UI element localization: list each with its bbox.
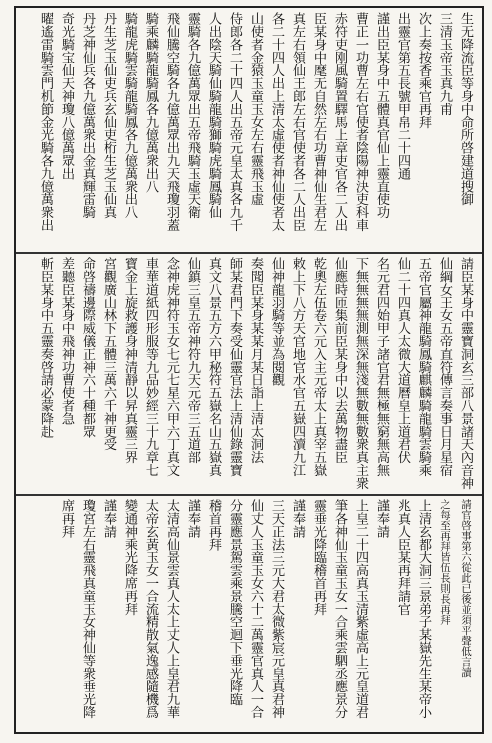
text-column: 靈垂光降臨稽首再拜: [311, 499, 326, 616]
text-column: 瓊宮左右靈飛真童玉女神仙等衆垂光降: [80, 499, 95, 719]
text-column: 飛仙騰空騎各九億萬眾出九天飛瓊羽蓋: [164, 12, 179, 232]
text-column: 上清玄都大洞三景弟子某嶽先生某帝小: [416, 499, 431, 719]
text-column: 侍郎各二十四人出五帝元皇太真各九千: [227, 12, 242, 232]
text-column: 曹正一功曹左右官使者陰陽神決吏科車: [353, 12, 368, 232]
text-column: 生无降流臣等身中命所啓建道搜御: [458, 12, 473, 206]
text-column: 太清高仙景雲真人太上丈人上皇君九華: [164, 499, 179, 719]
text-column: 上皇二十四高真玉清紫虛高上元皇道君: [353, 499, 368, 719]
text-column: 念神虎神符玉女七元七星六甲六丁真文: [164, 257, 179, 477]
text-column: 騎龍虎騎雲騎龍騎鳳各九億萬衆出八: [122, 12, 137, 219]
text-column: 臣某身中麾无自然左右功曹神仙生君左: [311, 12, 326, 232]
text-column: 仙應時匝集前臣某身中以去萬物盡臣: [332, 257, 347, 464]
text-column: 丹芝神仙兵各九億萬衆出金真輝雷騎: [80, 12, 95, 219]
top-register: [16, 8, 482, 253]
text-column: 五帝官屬神龍騎鳳騎麒麟騎龍騎雲騎乘: [416, 257, 431, 477]
text-column: 差聽臣某身中飛神功曹使者急: [59, 257, 74, 425]
text-column: 謹奉請: [101, 499, 116, 538]
text-column: 寶金上旋救護身神清靜以昇真靈三界: [122, 257, 137, 464]
text-column: 謹出臣某身中五體真官仙上靈直使功: [374, 12, 389, 219]
text-column: 各二十四人出上清太虛使者神仙使者太: [269, 12, 284, 232]
text-column: 謹奉請: [185, 499, 200, 538]
text-column: 丹生芝玉仙吏兵玄仙吏桁生芝玉仙真: [101, 12, 116, 219]
text-column: 請官啓事第六從此已後並須平聲低言讀: [460, 499, 472, 678]
bottom-register: [16, 495, 482, 732]
text-column: 赤符吏刚風騎置驛馬上章吏官各二人出: [332, 12, 347, 232]
text-column: 變通神乘光降席再拜: [122, 499, 137, 616]
text-column: 人出陰天騎仙騎龍騎獅騎虎騎鳳騎仙: [206, 12, 221, 219]
text-column: 仙鎮三皇五帝神符九天元帝三五道部: [185, 257, 200, 464]
page-border: [14, 6, 484, 734]
text-column: 奇光騎宝仙天神瓊八億萬眾出: [59, 12, 74, 180]
text-column: 兆真人臣某再拜請官: [395, 499, 410, 616]
text-column: 分靈應景駕雲乘景騰空迴下垂光降臨: [227, 499, 242, 706]
text-column: 騎乘麟騎龍騎鳳各九億萬衆出八: [143, 12, 158, 193]
text-column: 仙神龍羽騎等並為閱觀: [269, 257, 284, 387]
text-column: 三天正法三元大君太微紫宸元皇真君神: [269, 499, 284, 719]
text-column: 三清玉帝玉真九甫: [437, 12, 452, 116]
text-column: 山使者金猿玉童玉女左右靈飛玉虛: [248, 12, 263, 206]
text-column: 次上奏按香乘官再拜: [416, 12, 431, 129]
text-column: 出靈官第五長號甲帛二十四通: [395, 12, 410, 180]
text-column: 斬臣某身中五靈奏啓請必蒙降赴: [38, 257, 53, 438]
text-column: 真左右領仙王郎左右官使者各二人出臣: [290, 12, 305, 232]
text-column: 敕上下八方天官地官水官五嶽四瀆九江: [290, 257, 305, 477]
text-column: 靈騎各九億萬眾出五帝飛騎玉虛天衛: [185, 12, 200, 219]
text-column: 車華道紙四形服等九品妙經三十九章七: [143, 257, 158, 477]
text-column: 仙丈人玉童玉女六十二萬靈官真人一合: [248, 499, 263, 719]
text-column: 之每至再拜皆伍長則長再拜: [439, 499, 451, 625]
text-column: 稽首再拜: [206, 499, 221, 551]
text-column: 乾奧左伍卷六元入主元帝太上真宰五嶽: [311, 257, 326, 477]
text-column: 謹奉請: [374, 499, 389, 538]
text-column: 宮觀廣山林下五體三萬六千神更受: [101, 257, 116, 451]
text-column: 命啓禱邊際威儀正神六十種都眾: [80, 257, 95, 438]
text-column: 師某君門下奏受仙靈官法上清仙錄靈寶: [227, 257, 242, 477]
text-column: 席再拜: [59, 499, 74, 538]
text-column: 筆各神仙玉童玉女一合乘雲駟丞應景分: [332, 499, 347, 719]
text-column: 奏聞臣某身某某月某日詣上清太洞法: [248, 257, 263, 464]
text-column: 曜遙雷騎雲門机節金光騎各九億萬衆出: [38, 12, 53, 232]
text-column: 名元君四始甲子諸官君無極無窮無高無: [374, 257, 389, 477]
text-column: 謹奉請: [290, 499, 305, 538]
text-column: 請臣某身中靈寶洞玄三部八景諸天內音神: [458, 257, 473, 490]
text-column: 仙二十四真人太微大道曆皇上道君伏: [395, 257, 410, 464]
middle-register: [16, 253, 482, 495]
text-column: 仙綱女王女五帝直符傳言奏事日月星宿: [437, 257, 452, 477]
text-column: 下無無無無測無深無淺無數無數衆真主衆: [353, 257, 368, 490]
text-column: 真文八景五方六甲秘符五嶽名山五嶽真: [206, 257, 221, 477]
text-column: 太帝玄黃玉女一合流精散氣逸感隨機爲: [143, 499, 158, 719]
